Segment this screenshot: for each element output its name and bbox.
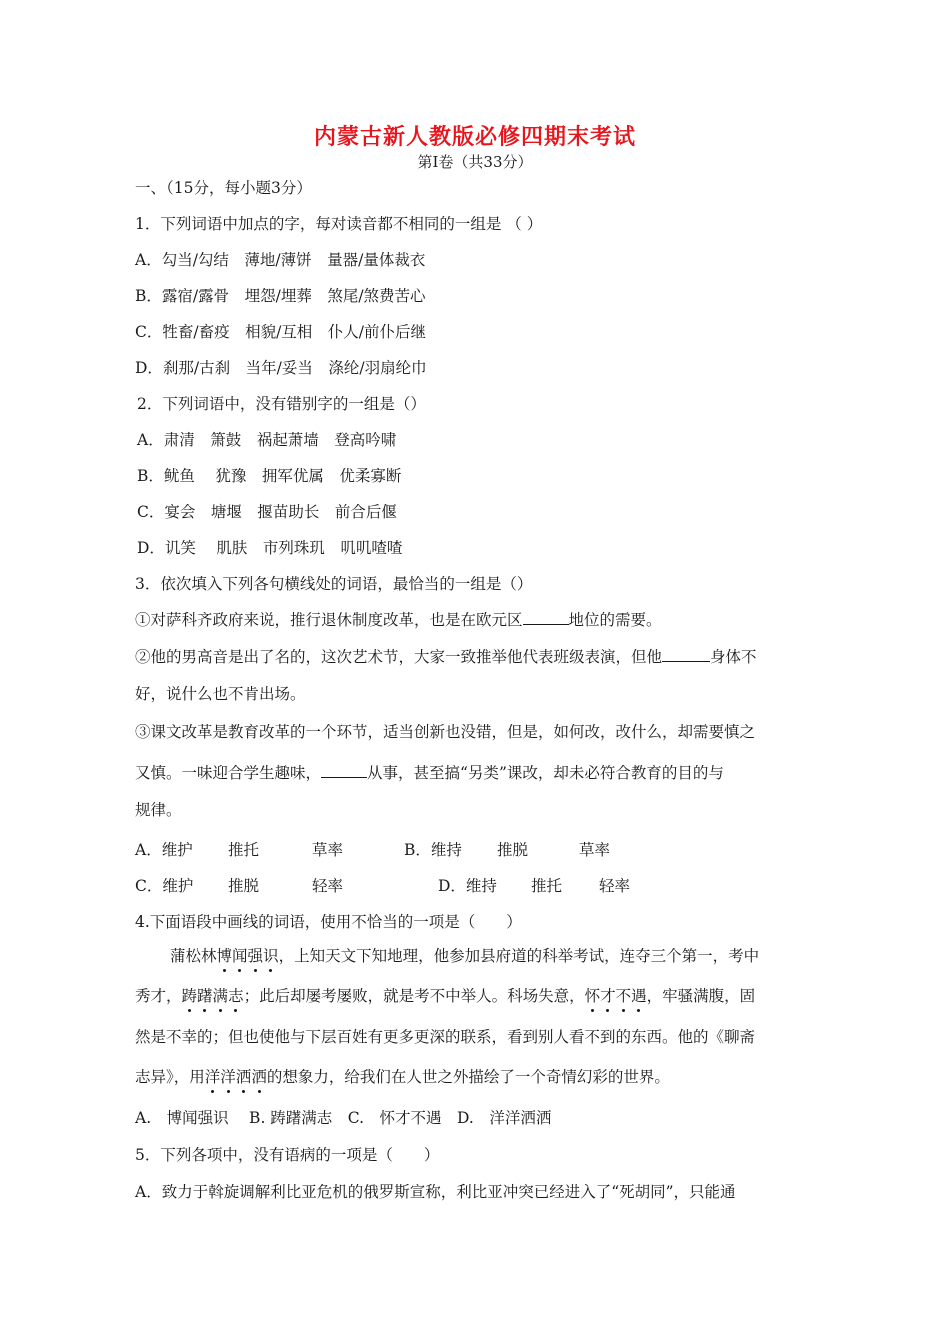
q4-passage-line4 [135, 1067, 825, 1087]
q3-sentence-3-line1: ③课文改革是教育改革的一个环节，适当创新也没错，但是，如何改，改什么，却需要慎之 [135, 723, 756, 741]
fill-blank-1 [523, 609, 569, 625]
q3-option-a: A．维护 [135, 841, 193, 859]
q4-stem: 4.下面语段中画线的词语，使用不恰当的一项是（ ） [135, 913, 522, 931]
emphasis-dot-char: 志 [228, 987, 244, 1005]
q1-option-b: B．露宿/露骨 埋怨/埋葬 煞尾/煞费苦心 [135, 287, 426, 305]
fill-blank-3 [321, 762, 367, 778]
q3-option-b-word2: 推脱 [497, 841, 529, 859]
document-title: 内蒙古新人教版必修四期末考试 [313, 124, 636, 150]
q3-sentence-2-cont: 好，说什么也不肯出场。 [135, 685, 306, 703]
q2-option-a: A．肃清 箫鼓 祸起萧墙 登高吟啸 [137, 431, 397, 449]
q4-text: 蒲松林 [170, 947, 217, 965]
q4-options: A. 博闻强识 B. 踌躇满志 C. 怀才不遇 D. 洋洋洒洒 [135, 1109, 552, 1127]
q3-s2-text-after: 身体不 [710, 648, 757, 666]
q2-stem: 2．下列词语中，没有错别字的一组是（） [137, 395, 426, 413]
emphasis-dot-char: 怀 [584, 987, 601, 1005]
q4-passage-line2 [135, 986, 825, 1006]
q3-sentence-1 [135, 609, 825, 630]
dotted-term-2 [182, 987, 244, 1005]
document-subtitle: 第Ⅰ卷（共33分） [417, 153, 533, 171]
fill-blank-2 [662, 646, 710, 662]
emphasis-dot-char: 识 [263, 947, 279, 965]
section-heading: 一、（15分，每小题3分） [135, 179, 312, 197]
q3-option-c-word2: 推脱 [228, 877, 260, 895]
q3-option-b-word3: 草率 [579, 841, 611, 859]
emphasis-dot-char: 满 [212, 987, 229, 1005]
q1-option-d: D．刹那/古刹 当年/妥当 涤纶/羽扇纶巾 [135, 359, 427, 377]
emphasis-dot-char: 洋 [204, 1068, 221, 1086]
q3-s1-text-after: 地位的需要。 [568, 611, 662, 629]
q3-s2-text-before: ②他的男高音是出了名的，这次艺术节，大家一致推举他代表班级表演，但他 [135, 648, 663, 666]
q3-s1-text-before: ①对萨科齐政府来说，推行退休制度改革，也是在欧元区 [135, 611, 523, 629]
q2-option-d: D．讥笑 肌肤 市列珠玑 叽叽喳喳 [137, 539, 403, 557]
q3-option-d: D．维持 [438, 877, 497, 895]
q3-sentence-2 [135, 646, 825, 667]
q3-s3-text-after: 从事，甚至搞“另类”课改，却未必符合教育的目的与 [367, 764, 724, 782]
q3-sentence-3-line2 [135, 762, 825, 783]
q3-options-row-1 [135, 840, 825, 860]
q4-passage-line1 [135, 946, 860, 966]
q1-option-a: A．勾当/勾结 薄地/薄饼 量器/量体裁衣 [135, 251, 426, 269]
q3-option-c-word3: 轻率 [312, 877, 344, 895]
q5-stem: 5．下列各项中，没有语病的一项是（ ） [135, 1146, 440, 1164]
q4-text: 志异》，用 [135, 1068, 205, 1086]
q3-option-a-word2: 推托 [228, 841, 260, 859]
emphasis-dot-char: 才 [600, 987, 616, 1005]
emphasis-dot-char: 博 [216, 947, 233, 965]
q3-s3-text-before: 又慎。一味迎合学生趣味， [135, 764, 322, 782]
emphasis-dot-char: 躇 [197, 987, 213, 1005]
q3-option-d-word2: 推托 [531, 877, 563, 895]
dotted-term-3 [585, 987, 647, 1005]
q3-options-row-2 [135, 876, 825, 896]
q5-option-a: A．致力于斡旋调解利比亚危机的俄罗斯宣称，利比亚冲突已经进入了“死胡同”，只能通 [135, 1183, 736, 1201]
q3-option-c: C．维护 [135, 877, 194, 895]
q4-passage-line3: 然是不幸的；但也使他与下层百姓有更多更深的联系，看到别人看不到的东西。他的《聊斋 [135, 1028, 756, 1046]
q1-option-c: C．牲畜/畜疫 相貌/互相 仆人/前仆后继 [135, 323, 427, 341]
q3-option-d-word3: 轻率 [599, 877, 631, 895]
q3-option-a-word3: 草率 [312, 841, 344, 859]
emphasis-dot-char: 遇 [631, 987, 647, 1005]
q1-stem: 1．下列词语中加点的字，每对读音都不相同的一组是 （ ） [135, 215, 543, 233]
q3-option-b: B．维持 [404, 841, 462, 859]
q3-stem: 3．依次填入下列各句横线处的词语，最恰当的一组是（） [135, 575, 533, 593]
emphasis-dot-char: 强 [247, 947, 264, 965]
q2-option-b: B．鱿鱼 犹豫 拥军优属 优柔寡断 [137, 467, 402, 485]
q4-text: ，牢骚满腹，固 [646, 987, 756, 1005]
emphasis-dot-char: 不 [615, 987, 632, 1005]
q4-text: ，上知天文下知地理，他参加县府道的科举考试，连夺三个第一，考中 [278, 947, 760, 965]
emphasis-dot-char: 洒 [251, 1068, 267, 1086]
dotted-term-4 [205, 1068, 267, 1086]
dotted-term-1 [217, 947, 279, 965]
emphasis-dot-char: 洋 [220, 1068, 236, 1086]
emphasis-dot-char: 踌 [181, 987, 198, 1005]
emphasis-dot-char: 洒 [235, 1068, 252, 1086]
q4-text: 秀才， [135, 987, 182, 1005]
q2-option-c: C．宴会 塘堰 揠苗助长 前合后偃 [137, 503, 397, 521]
q4-text: 的想象力，给我们在人世之外描绘了一个奇情幻彩的世界。 [266, 1068, 670, 1086]
q4-text: ；此后却屡考屡败，就是考不中举人。科场失意， [243, 987, 585, 1005]
q3-sentence-3-cont: 规律。 [135, 801, 182, 819]
emphasis-dot-char: 闻 [232, 947, 248, 965]
